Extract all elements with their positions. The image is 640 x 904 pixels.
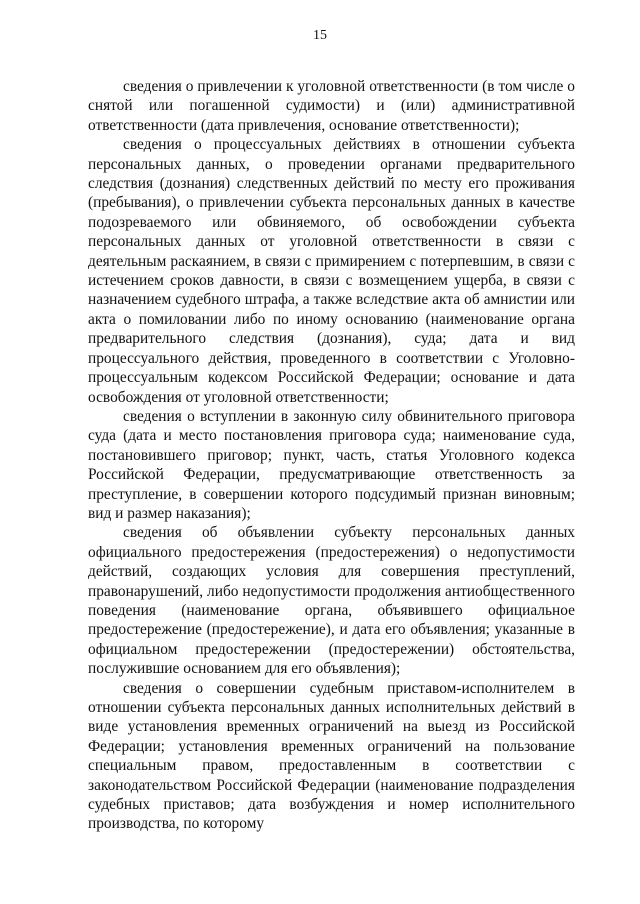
paragraph-bailiff-actions: сведения о совершении судебным приставом-исполнителем в отношении субъекта персональных данных исполнительных действий в виде установления временных ограничений на выезд из Российской Федерации; установления временных ограничений на пользование специальным правом, предоставленным в соответствии с законодательством Российской Федерации (наименование подразделения судебных приставов; дата возбуждения и номер исполнительного производства, по которому xyxy=(88,679,575,833)
paragraph-court-verdict: сведения о вступлении в законную силу обвинительного приговора суда (дата и место постановления приговора суда; наименование суда, постановившего приговор; пункт, часть, статья Уголовного кодекса Российской Федерации, предусматривающие ответственность за преступление, в совершении которого подсудимый признан виновным; вид и размер наказания); xyxy=(88,407,575,522)
document-body xyxy=(88,77,575,834)
paragraph-criminal-liability: сведения о привлечении к уголовной ответственности (в том числе о снятой или погашенной судимости) и (или) административной ответственности (дата привлечения, основание ответственности); xyxy=(88,78,575,134)
page-number: 15 xyxy=(313,28,327,43)
paragraph-procedural-actions: сведения о процессуальных действиях в отношении субъекта персональных данных, о проведении органами предварительного следствия (дознания) следственных действий по месту его проживания (пребывания), о привлечении субъекта персональных данных в качестве подозреваемого или обвиняемого, об освобождении субъекта персональных данных от уголовной ответственности в связи с деятельным раскаянием, в связи с примирением с потерпевшим, в связи с истечением сроков давности, в связи с возмещением ущерба, в связи с назначением судебного штрафа, а также вследствие акта об амнистии или акта о помиловании либо по иному основанию (наименование органа предварительного следствия (дознания), суда; дата и вид процессуального действия, проведенного в соответствии с Уголовно-процессуальным кодексом Российской Федерации; основание и дата освобождения от уголовной ответственности; xyxy=(88,136,575,406)
paragraph-official-warning: сведения об объявлении субъекту персональных данных официального предостережения (предостережения) о недопустимости действий, создающих условия для совершения преступлений, правонарушений, либо недопустимости продолжения антиобщественного поведения (наименование органа, объявившего официальное предостережение (предостережение), и дата его объявления; указанные в официальном предостережении (предостережении) обстоятельства, послужившие основанием для его объявления); xyxy=(88,524,575,678)
